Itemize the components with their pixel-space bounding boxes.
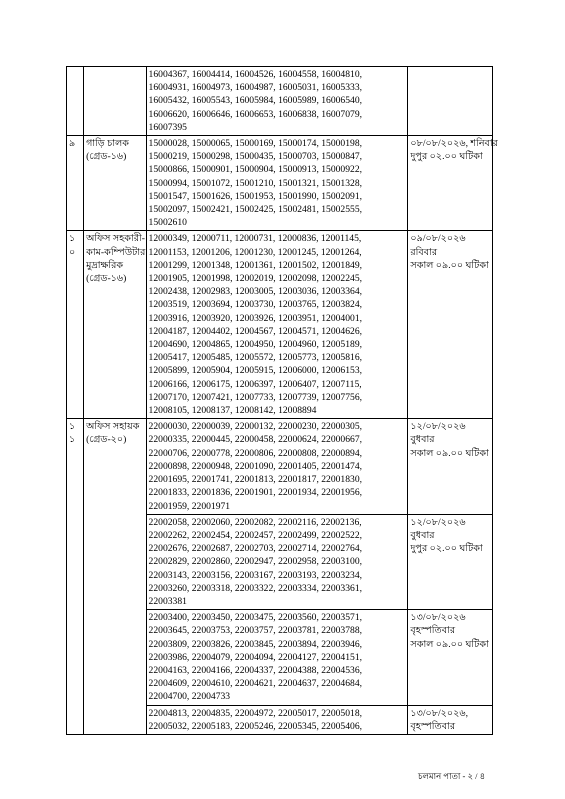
roll-numbers-line: 22003381 [148,595,187,607]
exam-date-time-cell [408,610,493,705]
post-name-line: কাম-কম্পিউটার [86,246,146,258]
exam-date-time-cell [408,67,493,136]
roll-numbers-line: 22001695, 22001741, 22001813, 22001817, 22001830, [148,474,363,486]
post-name-cell [84,67,146,136]
roll-numbers-cell [146,419,408,514]
post-name-cell [84,231,146,419]
exam-schedule-line: ১২/০৮/২০২৬ [410,516,466,528]
roll-numbers-line: 22003400, 22003450, 22003475, 22003560, 22003571, [148,612,363,624]
exam-schedule-table [66,66,498,735]
roll-numbers-line: 22000706, 22000778, 22000806, 22000808, 22000894, [148,447,363,459]
roll-numbers-cell [146,231,408,419]
roll-numbers-cell [146,67,408,136]
exam-schedule-line: ০৯/০৮/২০২৬ [410,233,466,245]
exam-date-time-cell [408,136,498,231]
post-name-line: (গ্রেড-১৬) [86,273,127,285]
exam-schedule-line: সকাল ০৯.০০ ঘটিকা [410,447,489,459]
table-body [67,67,498,735]
roll-numbers-cell [146,610,408,705]
roll-numbers-line: 12000349, 12000711, 12000731, 12000836, 12001145, [148,233,362,245]
roll-numbers-line: 22000898, 22000948, 22001090, 22001405, 22001474, [148,460,363,472]
roll-numbers-line: 15000866, 15000901, 15000904, 15000913, 15000922, [148,164,363,176]
exam-schedule-line: ১২/০৮/২০২৬ [410,421,466,433]
exam-date-time-cell [408,514,493,609]
roll-numbers-line: 16004931, 16004973, 16004987, 16005031, 16005333, [148,82,363,94]
roll-numbers-line: 12008105, 12008137, 12008142, 12008894 [148,405,317,417]
roll-numbers-line: 22001959, 22001971 [148,500,231,512]
roll-numbers-line: 12004187, 12004402, 12004567, 12004571, 12004626, [148,325,363,337]
roll-numbers-line: 15002097, 15002421, 15002425, 15002481, 15002555, [148,204,363,216]
exam-schedule-line: বুধবার [410,434,435,446]
roll-numbers-line: 12002438, 12002983, 12003005, 12003036, 12003364, [148,286,363,298]
post-name-line: অফিস সহকারী- [86,233,145,245]
serial-cell: ৯ [67,136,84,231]
roll-numbers-line: 12007170, 12007421, 12007733, 12007739, 12007756, [148,391,363,403]
table-row [67,136,493,231]
roll-numbers-line: 22003809, 22003826, 22003845, 22003894, 22003946, [148,638,363,650]
exam-schedule-line: বুধবার [410,529,435,541]
exam-schedule-line: সকাল ০৯.০০ ঘটিকা [410,638,489,650]
roll-numbers-line: 22002829, 22002860, 22002947, 22002958, 22003100, [148,556,363,568]
roll-numbers-line: 22002262, 22002454, 22002457, 22002499, 22002522, [148,529,363,541]
roll-numbers-line: 22002676, 22002687, 22002703, 22002714, 22002764, [148,543,363,555]
exam-schedule-line: ১৩/০৮/২০২৬, [410,707,468,719]
roll-numbers-line: 12001299, 12001348, 12001361, 12001502, 12001849, [148,259,363,271]
roll-numbers-line: 22003986, 22004079, 22004094, 22004127, 22004151, [148,651,363,663]
roll-numbers-line: 12001905, 12001998, 12002019, 12002098, 12002245, [148,273,363,285]
roll-numbers-line: 22005032, 22005183, 22005246, 22005345, 22005406, [148,720,363,732]
roll-numbers-line: 22004609, 22004610, 22004621, 22004637, 22004684, [148,678,363,690]
roll-numbers-line: 15000028, 15000065, 15000169, 15000174, 15000198, [148,138,363,150]
post-name-line: মুদ্রাক্ষরিক [86,259,124,271]
roll-numbers-line: 16007395 [148,121,187,133]
roll-numbers-line: 22003645, 22003753, 22003757, 22003781, 22003788, [148,625,363,637]
exam-date-time-cell [408,419,493,514]
roll-numbers-line: 16005432, 16005543, 16005984, 16005989, 16006540, [148,95,363,107]
post-name-line: (গ্রেড-১৬) [86,151,127,163]
roll-numbers-cell [146,514,408,609]
exam-schedule-line: দুপুর ০২.০০ ঘটিকা [410,543,483,555]
roll-numbers-line: 22004163, 22004166, 22004337, 22004388, 22004536, [148,664,363,676]
roll-numbers-line: 15000994, 15001072, 15001210, 15001321, 15001328, [148,177,363,189]
post-name-cell [84,136,146,231]
roll-numbers-line: 22000335, 22000445, 22000458, 22000624, 22000667, [148,434,363,446]
roll-numbers-line: 12003519, 12003694, 12003730, 12003765, 12003824, [148,299,363,311]
roll-numbers-line: 22002058, 22002060, 22002082, 22002116, 22002136, [148,516,362,528]
table-row [67,419,493,514]
roll-numbers-line: 12001153, 12001206, 12001230, 12001245, 12001264, [148,246,362,258]
exam-schedule-line: সকাল ০৯.০০ ঘটিকা [410,259,489,271]
serial-cell: ১১ [67,419,84,735]
roll-numbers-line: 15001547, 15001626, 15001953, 15001990, 15002091, [148,190,363,202]
post-name-line: (গ্রেড-২০) [86,434,127,446]
roll-numbers-line: 12005899, 12005904, 12005915, 12006000, 12006153, [148,365,363,377]
exam-schedule-line: বৃহস্পতিবার [410,720,456,732]
exam-schedule-line: ০৮/০৮/২০২৬, শনিবার [410,138,498,150]
roll-numbers-line: 22003260, 22003318, 22003322, 22003334, 22003361, [148,582,363,594]
roll-numbers-line: 16006620, 16006646, 16006653, 16006838, 16007079, [148,108,363,120]
roll-numbers-line: 12003916, 12003920, 12003926, 12003951, 12004001, [148,312,363,324]
serial-cell [67,67,84,136]
post-name-line: গাড়ি চালক [86,138,129,150]
roll-numbers-line: 12004690, 12004865, 12004950, 12004960, 12005189, [148,339,363,351]
table-row [67,67,493,136]
roll-numbers-line: 15000219, 15000298, 15000435, 15000703, 15000847, [148,151,363,163]
roll-numbers-line: 12006166, 12006175, 12006397, 12006407, 12007115, [148,378,362,390]
roll-numbers-line: 22000030, 22000039, 22000132, 22000230, 22000305, [148,421,363,433]
exam-date-time-cell [408,705,493,734]
exam-schedule-line: বৃহস্পতিবার [410,625,456,637]
roll-numbers-line: 16004367, 16004414, 16004526, 16004558, 16004810, [148,69,363,80]
table-row [67,231,493,419]
exam-schedule-line: ১৩/০৮/২০২৬ [410,612,466,624]
exam-date-time-cell [408,231,493,419]
exam-schedule-line: রবিবার [410,246,438,258]
exam-schedule-line: দুপুর ০২.০০ ঘটিকা [410,151,483,163]
roll-numbers-line: 22004813, 22004835, 22004972, 22005017, 22005018, [148,707,363,719]
roll-numbers-line: 15002610 [148,217,187,229]
roll-numbers-line: 22001833, 22001836, 22001901, 22001934, 22001956, [148,487,363,499]
roll-numbers-line: 22004700, 22004733 [148,691,231,703]
post-name-cell [84,419,146,735]
serial-cell: ১০ [67,231,84,419]
roll-numbers-line: 22003143, 22003156, 22003167, 22003193, 22003234, [148,569,363,581]
post-name-line: অফিস সহায়ক [86,421,140,433]
roll-numbers-cell [146,705,408,734]
page-footer: চলমান পাতা - ২ / ৪ [418,771,486,781]
roll-numbers-cell [146,136,408,231]
roll-numbers-line: 12005417, 12005485, 12005572, 12005773, 12005816, [148,352,363,364]
